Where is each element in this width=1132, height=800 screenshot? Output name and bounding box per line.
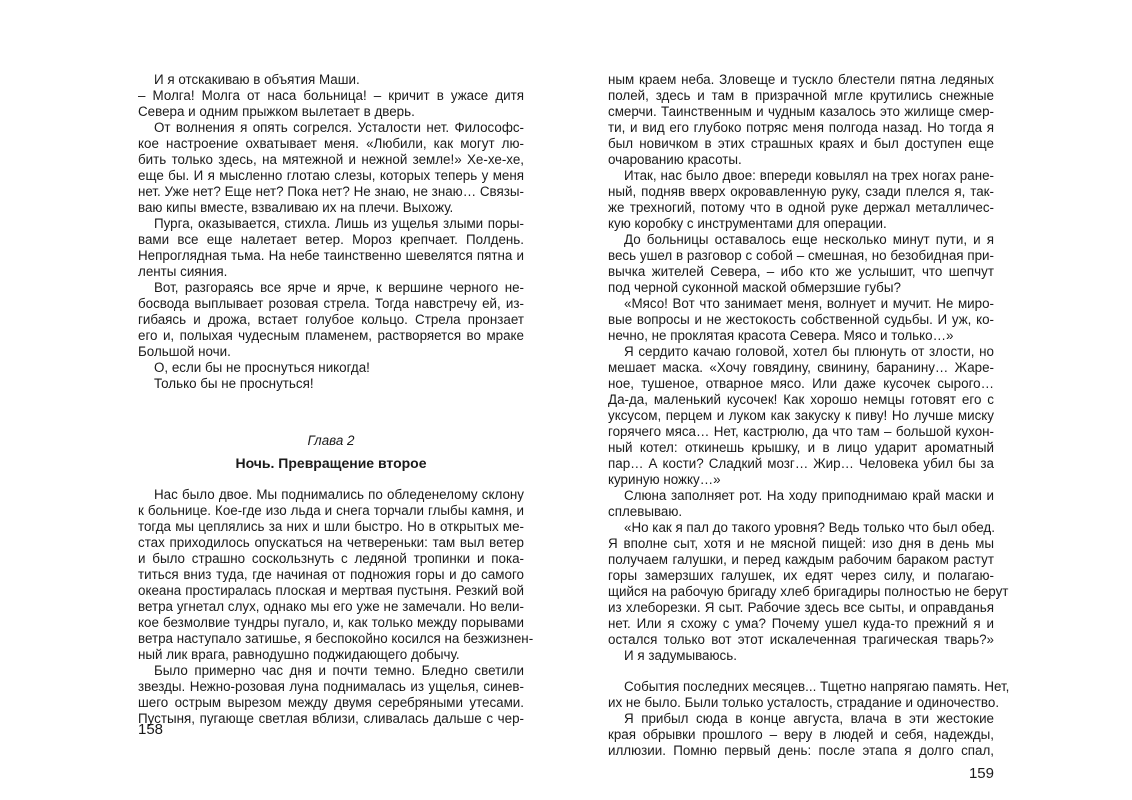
text-line: кое безмолвие тундры пугало, и, как только между порывами bbox=[138, 615, 524, 630]
text-line: Большой ночи. bbox=[138, 344, 231, 359]
text-line: вые вопросы и не жестокость собственной судьбы. И уж, ко- bbox=[608, 312, 994, 327]
text-line: нет. Уже нет? Еще нет? Пока нет? Не знаю, не знаю… Связы- bbox=[138, 184, 524, 199]
text-line: под черной суконной маской обмерзшие губы? bbox=[608, 280, 901, 295]
text-line: стах приходилось опускаться на четвереньки: там выл ветер bbox=[138, 535, 524, 550]
text-line: щийся на рабочую бригаду хлеб бригадиры полностью не берут bbox=[608, 584, 1009, 599]
text-line: нет. Или я схожу с ума? Почему ушел куда-то прежний я и bbox=[608, 616, 994, 631]
chapter-title: Ночь. Превращение второе bbox=[235, 455, 427, 471]
chapter-label: Глава 2 bbox=[307, 433, 355, 448]
text-line: ный, подняв вверх окровавленную руку, сзади плелся я, так- bbox=[608, 184, 994, 199]
text-line: шего острым вырезом между двумя серебряными утесами. bbox=[138, 695, 524, 710]
text-line: уксусом, перцем и луком как закуску к пиву! Но лучше миску bbox=[608, 408, 994, 423]
text-line: вычка жителей Севера, – ибо кто же услышит, что шепчут bbox=[608, 264, 994, 279]
text-line: босвода выплывает розовая стрела. Тогда навстречу ей, из- bbox=[138, 296, 524, 311]
text-line: сплевываю. bbox=[608, 504, 683, 519]
text-line: ное, тушеное, отварное мясо. Или даже кусочек сырого… bbox=[608, 376, 994, 391]
text-line: От волнения я опять согрелся. Усталости нет. Философс- bbox=[154, 120, 524, 135]
text-line: края обрывки прошлого – веру в людей и себя, надежды, bbox=[608, 727, 994, 742]
text-line: и было страшно соскользнуть с ледяной тропинки и пока- bbox=[138, 551, 524, 566]
text-line: весь ушел в разговор с собой – смешная, но безобидная при- bbox=[608, 248, 994, 263]
text-line: События последних месяцев... Тщетно напрягаю память. Нет, bbox=[624, 679, 1010, 694]
text-line: полей, здесь и там в призрачной мгле крутились снежные bbox=[608, 88, 994, 103]
text-line: Непроглядная тьма. На небе таинственно шевелятся пятна и bbox=[138, 248, 524, 263]
text-line: Я вполне сыт, хотя и не мясной пищей: изо дня в день мы bbox=[608, 536, 994, 551]
text-line: Итак, нас было двое: впереди ковылял на трех ногах ране- bbox=[624, 168, 994, 183]
text-line: И я задумываюсь. bbox=[624, 648, 737, 663]
text-line: был новичком в этих страшных краях и был доступен еще bbox=[608, 136, 994, 151]
text-line: ти, и вид его глубоко потряс меня полгода назад. Но тогда я bbox=[608, 120, 994, 135]
text-line: ный котел: откинешь крышку, и в лицо ударит ароматный bbox=[608, 440, 994, 455]
text-line: «Но как я пал до такого уровня? Ведь только что был обед. bbox=[624, 520, 995, 535]
text-line: ным краем неба. Зловеще и тускло блестели пятна ледяных bbox=[608, 72, 994, 87]
text-line: Севера и одним прыжком вылетает в дверь. bbox=[138, 104, 415, 119]
text-line: горячего мяса… Нет, кастрюлю, да что там – большой кухон- bbox=[608, 424, 994, 439]
text-line: же трехногий, потому что в одной руке держал металличес- bbox=[608, 200, 994, 215]
text-line: И я отскакиваю в объятия Маши. bbox=[154, 72, 360, 87]
text-line: «Мясо! Вот что занимает меня, волнует и мучит. Не миро- bbox=[624, 296, 994, 311]
text-line: мешает маска. «Хочу говядину, свинину, баранину… Жаре- bbox=[608, 360, 994, 375]
text-line: тогда мы цеплялись за них и шли быстро. Но в открытых ме- bbox=[138, 519, 524, 534]
text-line: бить только здесь, на мятежной и нежной земле!» Хе-хе-хе, bbox=[138, 152, 524, 167]
text-line: смерчи. Таинственным и чудным казалось это жилище смер- bbox=[608, 104, 994, 119]
text-line: куриную ножку…» bbox=[608, 472, 721, 487]
text-line: гибаясь и дрожа, встает голубое кольцо. Стрела пронзает bbox=[138, 312, 524, 327]
text-line: Я прибыл сюда в конце августа, влача в эти жестокие bbox=[624, 711, 994, 726]
text-line: нечно, не проклятая красота Севера. Мясо и только…» bbox=[608, 328, 954, 343]
text-line: океана простиралась плоская и мертвая пустыня. Резкий вой bbox=[138, 583, 524, 598]
text-line: ваю кипы вместе, взваливаю их на плечи. Выхожу. bbox=[138, 200, 454, 215]
text-line: О, если бы не проснуться никогда! bbox=[154, 360, 370, 375]
text-line: ный лик врага, равнодушно поджидающего добычу. bbox=[138, 647, 460, 662]
text-line: получаем галушки, и перед каждым рабочим бараком растут bbox=[608, 552, 994, 567]
text-line: пар… А кости? Сладкий мозг… Жир… Человека убил бы за bbox=[608, 456, 994, 471]
text-line: еще бы. И я мысленно глотаю слезы, которых теперь у меня bbox=[138, 168, 524, 183]
text-line: их не было. Были только усталость, страдание и одиночество. bbox=[608, 695, 1000, 710]
text-line: Вот, разгораясь все ярче и ярче, к вершине черного не- bbox=[154, 280, 524, 295]
text-line: Пурга, оказывается, стихла. Лишь из ущелья злыми поры- bbox=[154, 216, 524, 231]
text-line: Я сердито качаю головой, хотел бы плюнуть от злости, но bbox=[624, 344, 994, 359]
text-line: иллюзии. Помню первый день: после этапа я долго спал, bbox=[608, 743, 994, 758]
text-line: титься вниз туда, где начиная от подножия горы и до самого bbox=[138, 567, 524, 582]
text-line: кую коробку с инструментами для операции. bbox=[608, 216, 887, 231]
text-line: остался только вот этот искалеченная трагическая тварь?» bbox=[608, 632, 994, 647]
text-line: ленты сияния. bbox=[138, 264, 228, 279]
text-line: Да-да, маленький кусочек! Как хорошо немцы готовят его с bbox=[608, 392, 994, 407]
text-line: его и, полыхая чудесным пламенем, растворяется во мраке bbox=[138, 328, 524, 343]
page-number: 158 bbox=[138, 721, 164, 738]
text-line: – Молга! Молга от наса больница! – кричит в ужасе дитя bbox=[138, 88, 524, 103]
text-line: звезды. Нежно-розовая луна поднималась из ущелья, синев- bbox=[138, 679, 524, 694]
text-line: Слюна заполняет рот. На ходу приподнимаю край маски и bbox=[624, 488, 994, 503]
text-line: Только бы не проснуться! bbox=[154, 376, 314, 391]
text-line: Нас было двое. Мы поднимались по обледенелому склону bbox=[154, 487, 524, 502]
text-line: очарованию красоты. bbox=[608, 152, 742, 167]
text-line: вами все еще налетает ветер. Мороз крепчает. Полдень. bbox=[138, 232, 524, 247]
text-line: из хлеборезки. Я сыт. Рабочие здесь все сыты, и оправданья bbox=[608, 600, 994, 615]
text-line: к больнице. Кое-где изо льда и снега торчали глыбы камня, и bbox=[138, 503, 524, 518]
text-line: ветра угнетал слух, однако мы его уже не замечали. Но вели- bbox=[138, 599, 524, 614]
text-line: Было примерно час дня и почти темно. Бледно светили bbox=[154, 663, 524, 678]
page-number: 159 bbox=[968, 765, 994, 782]
text-line: Пустыня, пугающе светлая вблизи, сливалась дальше с чер- bbox=[138, 711, 524, 726]
text-line: ветра наступало затишье, я беспокойно косился на безжизнен- bbox=[138, 631, 534, 646]
text-line: кое настроение охватывает меня. «Любили, как могут лю- bbox=[138, 136, 524, 151]
text-line: горы замерзших галушек, их едят через силу, и полагаю- bbox=[608, 568, 994, 583]
text-line: До больницы оставалось еще несколько минут пути, и я bbox=[624, 232, 994, 247]
